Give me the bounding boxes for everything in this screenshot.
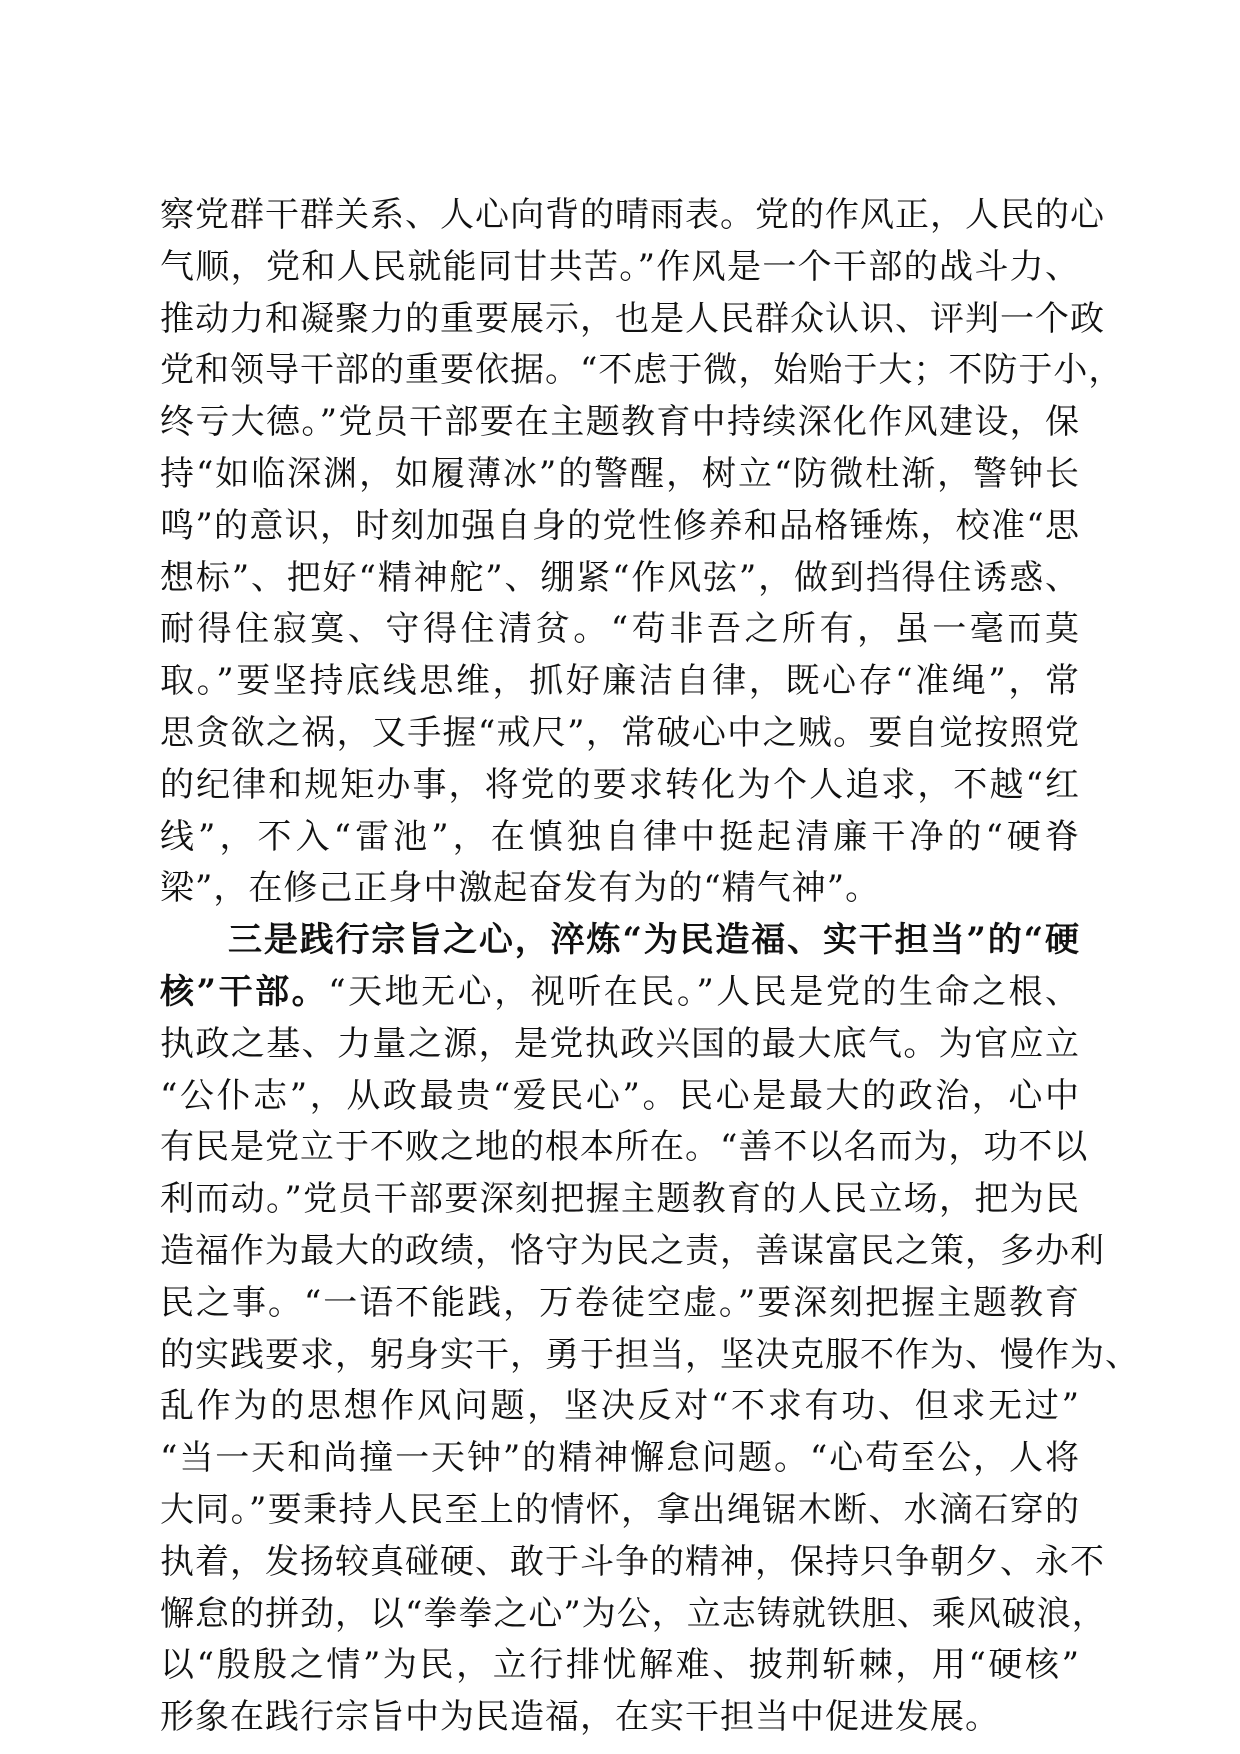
- heading-continuation-line: [160, 967, 1080, 1019]
- text-line: 有民是党立于不败之地的根本所在。“善不以名而为，功不以: [160, 1127, 1089, 1168]
- text-line: 取。”要坚持底线思维，抓好廉洁自律，既心存“准绳”，常: [160, 661, 1080, 702]
- text-line: 持“如临深渊，如履薄冰”的警醒，树立“防微杜渐，警钟长: [160, 453, 1080, 494]
- text-line: 梁”，在修己正身中激起奋发有为的“精气神”。: [160, 868, 881, 909]
- text-line: 的纪律和规矩办事，将党的要求转化为个人追求，不越“红: [160, 764, 1080, 805]
- text-line: 推动力和凝聚力的重要展示，也是人民群众认识、评判一个政: [160, 298, 1105, 339]
- text-line: 形象在践行宗旨中为民造福，在实干担当中促进发展。: [160, 1697, 1000, 1738]
- text-line: “公仆志”，从政最贵“爱民心”。民心是最大的政治，心中: [160, 1075, 1080, 1116]
- text-line: 党和领导干部的重要依据。“不虑于微，始贻于大；不防于小，: [160, 350, 1124, 391]
- text-line: 想标”、把好“精神舵”、绷紧“作风弦”，做到挡得住诱惑、: [160, 557, 1080, 598]
- text-line: 大同。”要秉持人民至上的情怀，拿出绳锯木断、水滴石穿的: [160, 1489, 1080, 1530]
- text-line: 懈怠的拼劲，以“拳拳之心”为公，立志铸就铁胆、乘风破浪，: [160, 1593, 1107, 1634]
- text-line: 执政之基、力量之源，是党执政兴国的最大底气。为官应立: [160, 1023, 1080, 1064]
- section-heading-end: 核”干部。: [160, 971, 329, 1012]
- paragraph-1: [160, 190, 1124, 915]
- text-line: 乱作为的思想作风问题，坚决反对“不求有功、但求无过”: [160, 1386, 1080, 1427]
- text-line: 的实践要求，躬身实干，勇于担当，坚决克服不作为、慢作为、: [160, 1334, 1140, 1375]
- text-line: 执着，发扬较真碰硬、敢于斗争的精神，保持只争朝夕、永不: [160, 1541, 1105, 1582]
- text-line: 造福作为最大的政绩，恪守为民之责，善谋富民之策，多办利: [160, 1230, 1105, 1271]
- text-line: 以“殷殷之情”为民，立行排忧解难、披荆斩棘，用“硬核”: [160, 1645, 1080, 1686]
- text-line: 察党群干群关系、人心向背的晴雨表。党的作风正，人民的心: [160, 195, 1105, 235]
- text-line: 民之事。“一语不能践，万卷徒空虚。”要深刻把握主题教育: [160, 1282, 1080, 1323]
- text-fragment: “天地无心，视听在民。”人民是党的生命之根、: [328, 971, 1080, 1012]
- document-body: [160, 190, 1140, 1744]
- text-line: 思贪欲之祸，又手握“戒尺”，常破心中之贼。要自觉按照党: [160, 712, 1080, 753]
- text-line: “当一天和尚撞一天钟”的精神懈怠问题。“心苟至公，人将: [160, 1438, 1080, 1479]
- text-line: 终亏大德。”党员干部要在主题教育中持续深化作风建设，保: [160, 402, 1080, 443]
- section-heading: 三是践行宗旨之心，淬炼“为民造福、实干担当”的“硬: [228, 920, 1080, 961]
- text-line: 耐得住寂寞、守得住清贫。“苟非吾之所有，虽一毫而莫: [160, 609, 1080, 650]
- text-line: 线”，不入“雷池”，在慎独自律中挺起清廉干净的“硬脊: [160, 816, 1080, 857]
- text-line: 气顺，党和人民就能同甘共苦。”作风是一个干部的战斗力、: [160, 246, 1080, 287]
- text-line: 利而动。”党员干部要深刻把握主题教育的人民立场，把为民: [160, 1179, 1080, 1220]
- paragraph-2: [160, 915, 1140, 1744]
- text-line: 鸣”的意识，时刻加强自身的党性修养和品格锤炼，校准“思: [160, 505, 1080, 546]
